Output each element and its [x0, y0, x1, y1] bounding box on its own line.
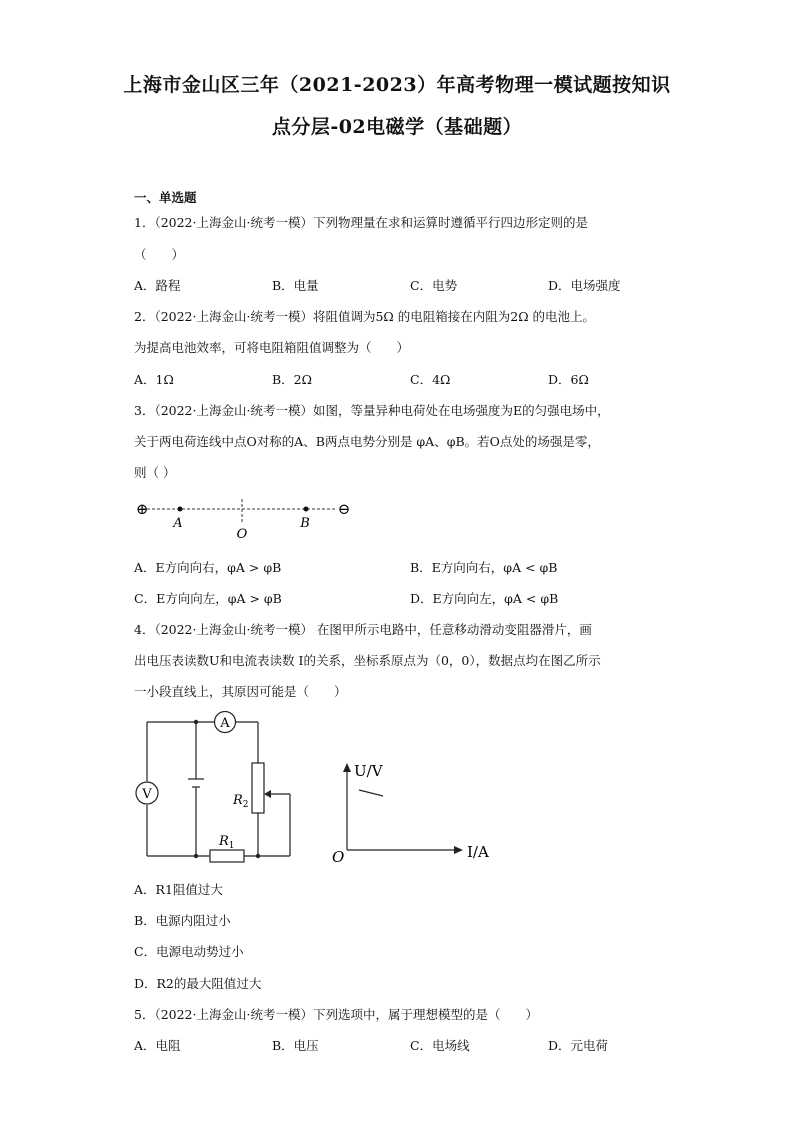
q3-option-c: C．E方向向左，φA > φB [134, 591, 282, 606]
q3-option-b: B．E方向向右，φA < φB [410, 560, 558, 575]
q3-stem-line2: 关于两电荷连线中点O对称的A、B两点电势分别是 φA、φB。若O点处的场强是零， [134, 434, 600, 449]
q3-charge-figure [128, 495, 358, 545]
q5-option-b: B．电压 [272, 1038, 319, 1053]
q3-option-d: D．E方向向左，φA < φB [410, 591, 559, 606]
document-title-line2: 点分层-02电磁学（基础题） [271, 116, 523, 138]
r2-label: $R_2$ [233, 793, 249, 810]
q3-stem-line1: 3．（2022·上海金山·统考一模）如图，等量异种电荷处在电场强度为E的匀强电场中， [134, 403, 610, 418]
r1-label: $R_1$ [219, 834, 235, 851]
q5-option-c: C．电场线 [410, 1038, 470, 1053]
q4-stem-line3: 一小段直线上，其原因可能是（ ） [134, 684, 347, 699]
positive-charge-icon: ⊕ [135, 500, 149, 518]
q2-option-b: B．2Ω [272, 372, 313, 387]
q4-option-d: D．R2的最大阻值过大 [134, 976, 262, 991]
q4-option-a: A．R1阻值过大 [134, 882, 223, 897]
q1-option-a: A．路程 [134, 278, 181, 293]
q4-stem-line2: 出电压表读数U和电流表读数 I的关系，坐标系原点为（0，0），数据点均在图乙所示 [134, 653, 601, 668]
voltmeter-icon: V [142, 787, 152, 802]
q2-option-a: A．1Ω [134, 372, 174, 387]
point-o-label: O [236, 527, 248, 542]
document-title-line1: 上海市金山区三年（2021-2023）年高考物理一模试题按知识 [123, 74, 671, 96]
q2-stem-line1: 2．（2022·上海金山·统考一模）将阻值调为5Ω 的电阻箱接在内阻为2Ω 的电池上。 [134, 309, 596, 324]
q4-ui-graph [326, 758, 506, 868]
q2-stem-line2: 为提高电池效率，可将电阻箱阻值调整为（ ） [134, 340, 410, 355]
q4-option-c: C．电源电动势过小 [134, 944, 244, 959]
q3-option-a: A．E方向向右，φA > φB [134, 560, 282, 575]
q1-option-c: C．电势 [410, 278, 458, 293]
q2-option-d: D．6Ω [548, 372, 589, 387]
graph-x-axis-label: I/A [467, 843, 489, 861]
q3-stem-line3: 则（ ） [134, 465, 176, 480]
section-heading: 一、单选题 [134, 190, 197, 205]
q4-circuit-diagram [130, 708, 305, 868]
ammeter-icon: A [220, 716, 230, 731]
point-b-label: B [300, 516, 310, 531]
point-a-label: A [173, 516, 183, 531]
q4-option-b: B．电源内阻过小 [134, 913, 231, 928]
q1-paren: （ ） [134, 247, 185, 262]
q4-stem-line1: 4．（2022·上海金山·统考一模） 在图甲所示电路中，任意移动滑动变阻器滑片，画 [134, 622, 592, 637]
q1-stem: 1．（2022·上海金山·统考一模）下列物理量在求和运算时遵循平行四边形定则的是 [134, 215, 588, 230]
q2-option-c: C．4Ω [410, 372, 451, 387]
negative-charge-icon: ⊖ [337, 500, 351, 518]
q1-option-b: B．电量 [272, 278, 319, 293]
q5-stem: 5．（2022·上海金山·统考一模）下列选项中，属于理想模型的是（ ） [134, 1007, 538, 1022]
graph-y-axis-label: U/V [354, 762, 383, 780]
q1-option-d: D．电场强度 [548, 278, 621, 293]
q5-option-d: D．元电荷 [548, 1038, 609, 1053]
graph-origin-label: O [332, 848, 345, 866]
q5-option-a: A．电阻 [134, 1038, 181, 1053]
